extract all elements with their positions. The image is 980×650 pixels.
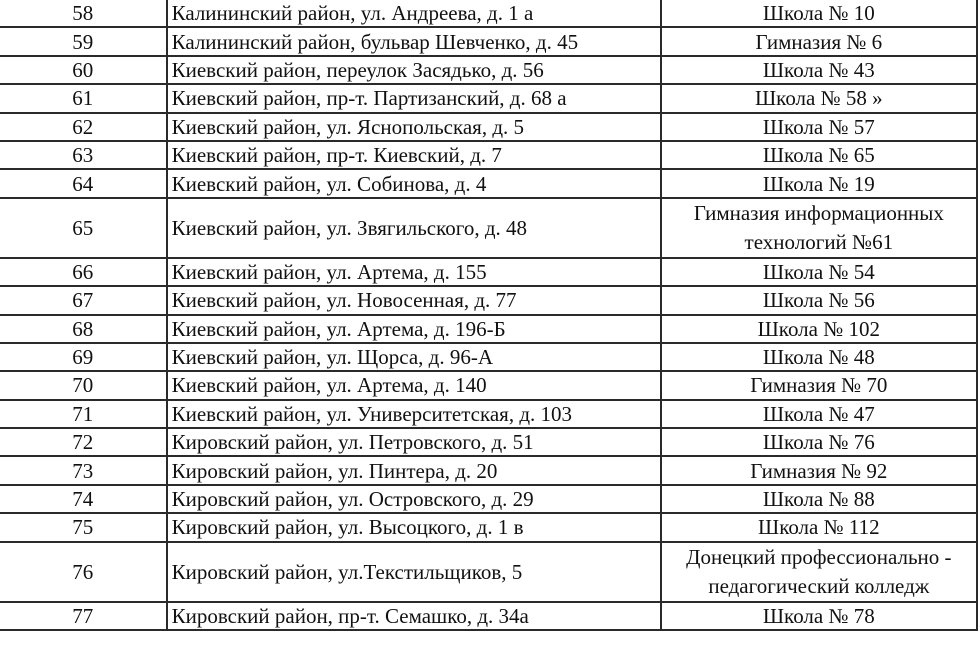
row-school: Школа № 19: [661, 169, 977, 197]
row-number: 77: [0, 602, 167, 630]
row-school: Донецкий профессионально - педагогический колледж: [661, 542, 977, 602]
row-school: Школа № 76: [661, 428, 977, 456]
row-number: 68: [0, 315, 167, 343]
row-number: 61: [0, 84, 167, 112]
row-school: Школа № 58 »: [661, 84, 977, 112]
table-row: [0, 315, 977, 343]
table-row: [0, 542, 977, 602]
row-address: Калининский район, бульвар Шевченко, д. 45: [167, 27, 661, 55]
row-school: Школа № 112: [661, 513, 977, 541]
row-address: Киевский район, пр-т. Партизанский, д. 68 а: [167, 84, 661, 112]
row-number: 65: [0, 198, 167, 258]
row-number: 72: [0, 428, 167, 456]
row-number: 71: [0, 400, 167, 428]
row-address: Кировский район, ул. Пинтера, д. 20: [167, 456, 661, 484]
table-row: [0, 141, 977, 169]
row-address: Киевский район, ул. Новосенная, д. 77: [167, 286, 661, 314]
row-number: 62: [0, 113, 167, 141]
table-row: [0, 56, 977, 84]
row-school: Школа № 57: [661, 113, 977, 141]
row-address: Киевский район, пр-т. Киевский, д. 7: [167, 141, 661, 169]
table-row: [0, 343, 977, 371]
row-school: Школа № 65: [661, 141, 977, 169]
table-row: [0, 602, 977, 630]
row-address: Кировский район, ул. Островского, д. 29: [167, 485, 661, 513]
table-row: [0, 27, 977, 55]
row-school: Гимназия № 70: [661, 371, 977, 399]
row-school: Школа № 10: [661, 0, 977, 27]
row-address: Киевский район, ул. Звягильского, д. 48: [167, 198, 661, 258]
row-number: 59: [0, 27, 167, 55]
row-number: 66: [0, 258, 167, 286]
table-row: [0, 258, 977, 286]
table-row: [0, 113, 977, 141]
row-address: Кировский район, ул. Петровского, д. 51: [167, 428, 661, 456]
table-row: [0, 286, 977, 314]
table-row: [0, 400, 977, 428]
row-number: 67: [0, 286, 167, 314]
row-school: Гимназия № 92: [661, 456, 977, 484]
row-number: 70: [0, 371, 167, 399]
row-address: Киевский район, ул. Университетская, д. 103: [167, 400, 661, 428]
row-address: Калининский район, ул. Андреева, д. 1 а: [167, 0, 661, 27]
row-address: Кировский район, пр-т. Семашко, д. 34а: [167, 602, 661, 630]
table-row: [0, 0, 977, 27]
row-address: Кировский район, ул.Текстильщиков, 5: [167, 542, 661, 602]
row-number: 75: [0, 513, 167, 541]
row-school: Школа № 56: [661, 286, 977, 314]
row-number: 63: [0, 141, 167, 169]
row-address: Киевский район, переулок Засядько, д. 56: [167, 56, 661, 84]
table-row: [0, 456, 977, 484]
table-row: [0, 84, 977, 112]
row-number: 58: [0, 0, 167, 27]
table-row: [0, 428, 977, 456]
row-school: Гимназия № 6: [661, 27, 977, 55]
row-address: Киевский район, ул. Артема, д. 140: [167, 371, 661, 399]
row-school: Школа № 43: [661, 56, 977, 84]
table-row: [0, 513, 977, 541]
row-school: Школа № 102: [661, 315, 977, 343]
row-school: Школа № 88: [661, 485, 977, 513]
row-number: 69: [0, 343, 167, 371]
row-address: Киевский район, ул. Щорса, д. 96-А: [167, 343, 661, 371]
row-number: 64: [0, 169, 167, 197]
table-row: [0, 485, 977, 513]
row-number: 73: [0, 456, 167, 484]
row-number: 74: [0, 485, 167, 513]
row-address: Киевский район, ул. Собинова, д. 4: [167, 169, 661, 197]
row-address: Киевский район, ул. Артема, д. 155: [167, 258, 661, 286]
row-address: Киевский район, ул. Артема, д. 196-Б: [167, 315, 661, 343]
row-school: Школа № 48: [661, 343, 977, 371]
table-row: [0, 169, 977, 197]
row-address: Кировский район, ул. Высоцкого, д. 1 в: [167, 513, 661, 541]
row-address: Киевский район, ул. Яснопольская, д. 5: [167, 113, 661, 141]
row-school: Школа № 78: [661, 602, 977, 630]
table-row: [0, 371, 977, 399]
row-school: Школа № 54: [661, 258, 977, 286]
row-school: Школа № 47: [661, 400, 977, 428]
row-number: 60: [0, 56, 167, 84]
row-school: Гимназия информационных технологий №61: [661, 198, 977, 258]
row-number: 76: [0, 542, 167, 602]
table-row: [0, 198, 977, 258]
